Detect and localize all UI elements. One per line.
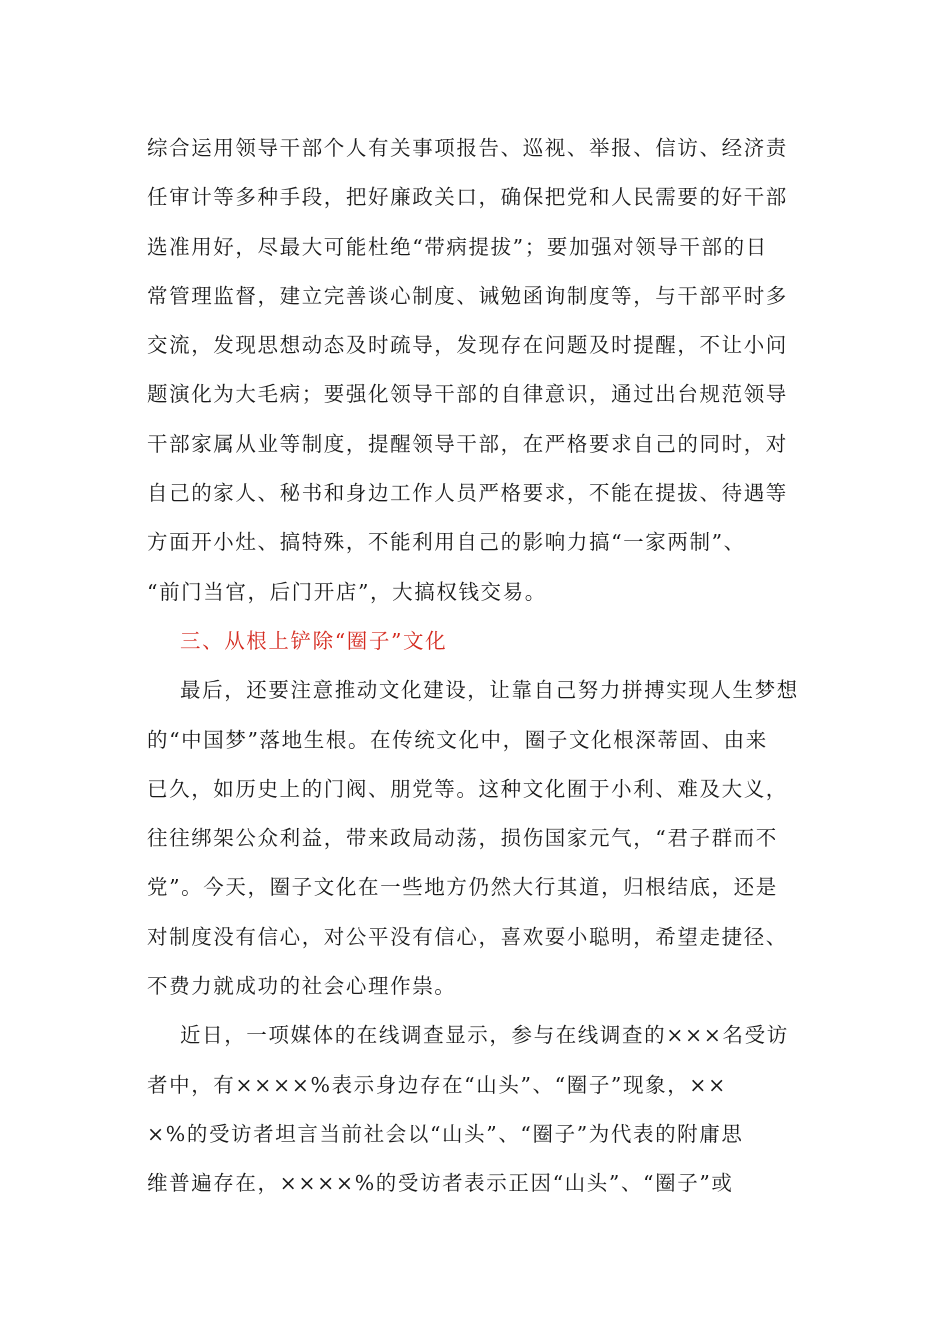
paragraph-line: 不费力就成功的社会心理作祟。 (147, 974, 457, 999)
paragraph-line: 近日，一项媒体的在线调查显示，参与在线调查的×××名受访 (180, 1023, 789, 1048)
paragraph-3 (147, 1011, 807, 1208)
paragraph-line: 党”。今天，圈子文化在一些地方仍然大行其道，归根结底，还是 (147, 875, 778, 900)
paragraph-line: 最后，还要注意推动文化建设，让靠自己努力拼搏实现人生梦想 (180, 678, 799, 703)
paragraph-line: 自己的家人、秘书和身边工作人员严格要求，不能在提拔、待遇等 (147, 481, 788, 506)
paragraph-line: 综合运用领导干部个人有关事项报告、巡视、举报、信访、经济责 (147, 136, 788, 160)
paragraph-1 (147, 124, 807, 617)
paragraph-line: “前门当官，后门开店”，大搞权钱交易。 (147, 579, 547, 604)
paragraph-line: 常管理监督，建立完善谈心制度、诫勉函询制度等，与干部平时多 (147, 283, 788, 308)
paragraph-line: 题演化为大毛病；要强化领导干部的自律意识，通过出台规范领导 (147, 382, 788, 407)
paragraph-line: 选准用好，尽最大可能杜绝“带病提拔”；要加强对领导干部的日 (147, 234, 768, 259)
paragraph-line: 者中，有××××%表示身边存在“山头”、“圈子”现象，×× (147, 1072, 727, 1097)
paragraph-line: 已久，如历史上的门阀、朋党等。这种文化囿于小利、难及大义， (147, 776, 788, 801)
paragraph-line: 的“中国梦”落地生根。在传统文化中，圈子文化根深蒂固、由来 (147, 727, 768, 752)
paragraph-line: 干部家属从业等制度，提醒领导干部，在严格要求自己的同时，对 (147, 431, 788, 456)
paragraph-line: 方面开小灶、搞特殊，不能利用自己的影响力搞“一家两制”、 (147, 530, 746, 555)
paragraph-line: ×%的受访者坦言当前社会以“山头”、“圈子”为代表的附庸思 (147, 1121, 744, 1146)
paragraph-line: 往往绑架公众利益，带来政局动荡，损伤国家元气，“君子群而不 (147, 826, 778, 851)
paragraph-line: 对制度没有信心，对公平没有信心，喜欢耍小聪明，希望走捷径、 (147, 924, 788, 949)
paragraph-line: 任审计等多种手段，把好廉政关口，确保把党和人民需要的好干部 (147, 185, 788, 210)
document-body (147, 124, 807, 1209)
section-heading: 三、从根上铲除“圈子”文化 (180, 628, 448, 653)
paragraph-line: 交流，发现思想动态及时疏导，发现存在问题及时提醒，不让小问 (147, 333, 788, 358)
paragraph-2 (147, 666, 807, 1011)
paragraph-line: 维普遍存在，××××%的受访者表示正因“山头”、“圈子”或 (147, 1171, 734, 1196)
